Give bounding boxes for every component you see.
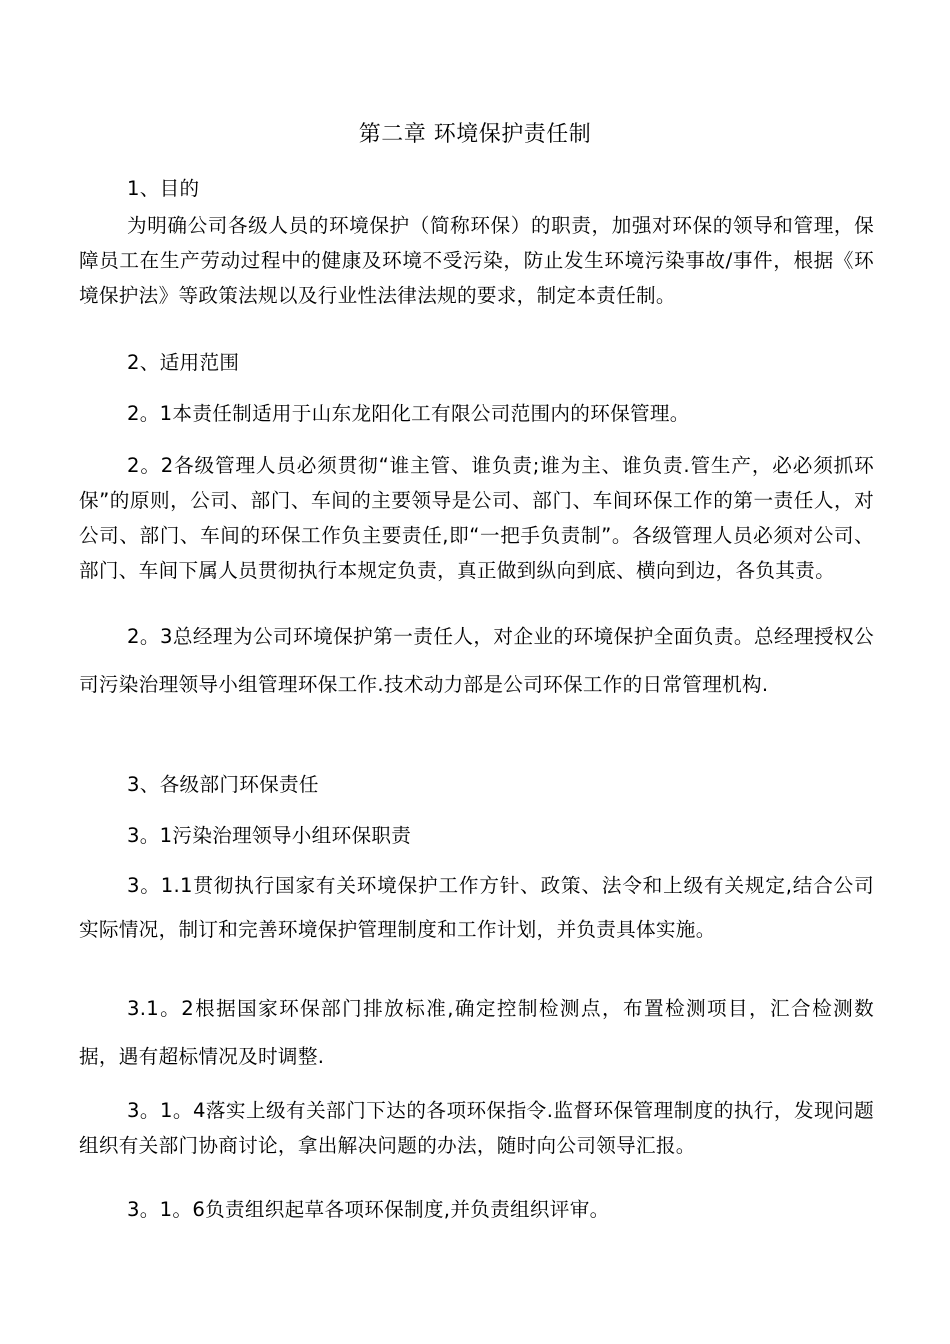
paragraph-2-3: 2。3总经理为公司环境保护第一责任人，对企业的环境保护全面负责。总经理授权公司污染治理领导小组管理环保工作.技术动力部是公司环保工作的日常管理机构. [79, 625, 874, 696]
paragraph-purpose: 为明确公司各级人员的环境保护（简称环保）的职责，加强对环保的领导和管理，保障员工在生产劳动过程中的健康及环境不受污染，防止发生环境污染事故/事件，根据《环境保护法》等政策法规以及行业性法律法规的要求，制定本责任制。 [79, 214, 874, 307]
paragraph-3-1-4: 3。1。4落实上级有关部门下达的各项环保指令.监督环保管理制度的执行，发现问题组织有关部门协商讨论，拿出解决问题的办法，随时向公司领导汇报。 [79, 1099, 874, 1157]
paragraph-2-1: 2。1本责任制适用于山东龙阳化工有限公司范围内的环保管理。 [127, 402, 690, 425]
section-heading-purpose: 1、目的 [127, 177, 200, 200]
paragraph-2-2: 2。2各级管理人员必须贯彻“谁主管、谁负责;谁为主、谁负责.管生产，必必须抓环保”的原则，公司、部门、车间的主要领导是公司、部门、车间环保工作的第一责任人，对公司、部门、车间的环保工作负主要责任,即“一把手负责制”。各级管理人员必须对公司、部门、车间下属人员贯彻执行本规定负责，真正做到纵向到底、横向到边，各负其责。 [79, 454, 874, 582]
section-heading-3-1: 3。1污染治理领导小组环保职责 [127, 824, 412, 847]
paragraph-3-1-2: 3.1。2根据国家环保部门排放标准,确定控制检测点，布置检测项目，汇合检测数据，遇有超标情况及时调整. [79, 997, 874, 1068]
paragraph-3-1-6: 3。1。6负责组织起草各项环保制度,并负责组织评审。 [127, 1198, 610, 1221]
section-heading-responsibilities: 3、各级部门环保责任 [127, 773, 319, 796]
paragraph-3-1-1: 3。1.1贯彻执行国家有关环境保护工作方针、政策、法令和上级有关规定,结合公司实际情况，制订和完善环境保护管理制度和工作计划，并负责具体实施。 [79, 874, 874, 941]
chapter-title: 第二章 环境保护责任制 [358, 122, 592, 147]
section-heading-scope: 2、适用范围 [127, 351, 240, 374]
